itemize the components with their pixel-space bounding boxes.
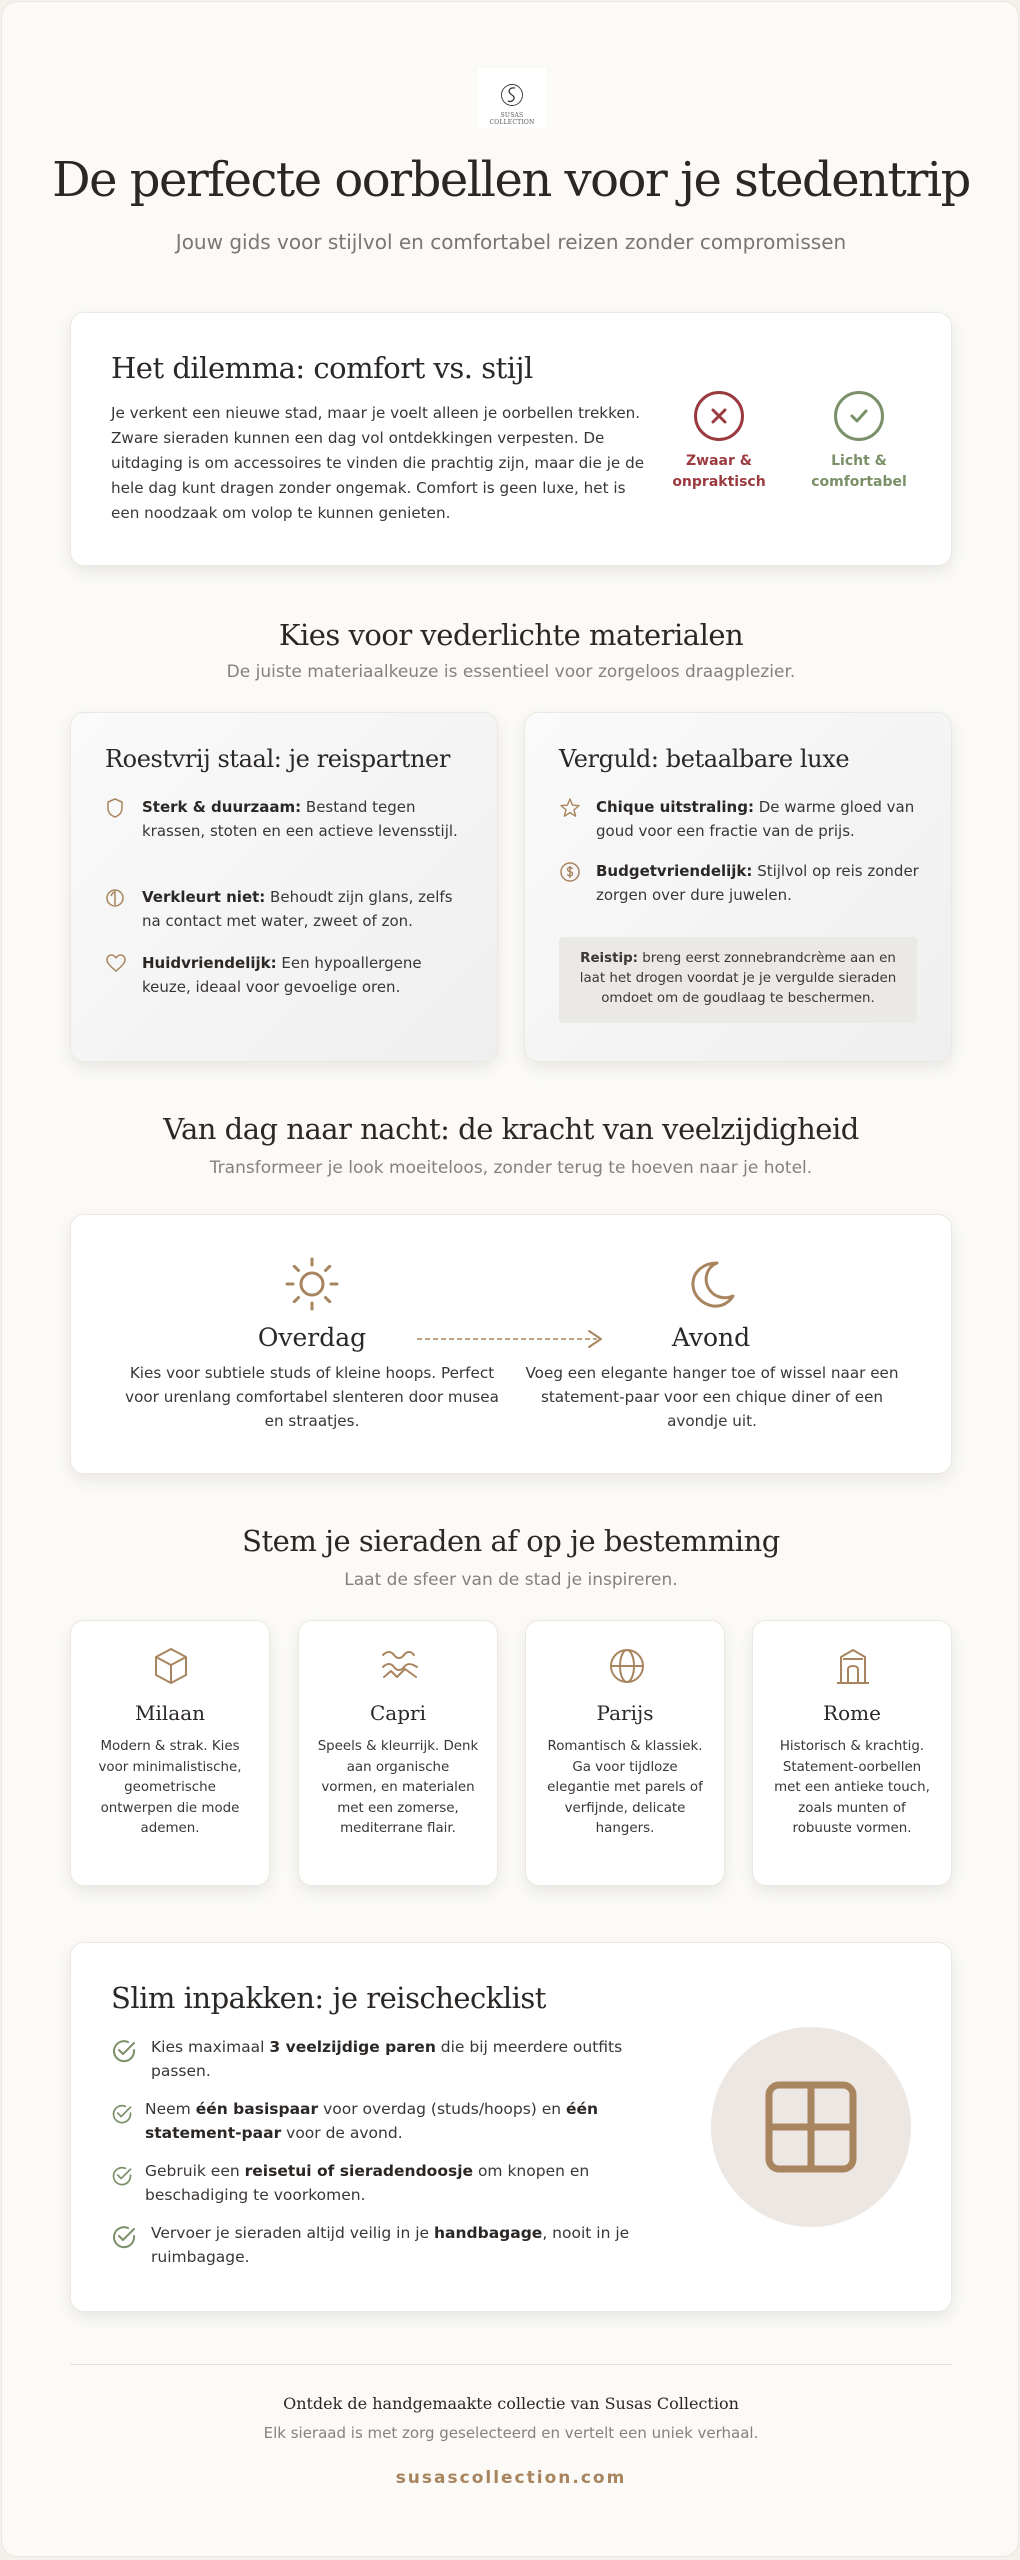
footer-divider [70, 2364, 952, 2365]
checklist-card [70, 1942, 952, 2312]
badge-light-line1: Licht & [831, 453, 887, 469]
page-title: De perfecte oorbellen voor je stedentrip [52, 152, 970, 208]
arrow-right-icon [417, 1327, 607, 1351]
badge-light-line2: comfortabel [811, 474, 907, 490]
city-name: Capri [370, 1701, 426, 1725]
city-desc: Historisch & krachtig. Statement-oorbellen met een antieke touch, zoals munten of robuuste vormen. [774, 1739, 930, 1836]
jewelry-box-grid-icon [765, 2081, 857, 2173]
gold-card [524, 712, 952, 1062]
checklist-item: Neem één basispaar voor overdag (studs/hoops) en één statement-paar voor de avond. [111, 2097, 631, 2145]
sun-icon [283, 1255, 341, 1313]
travel-tip-box: Reistip: breng eerst zonnebrandcrème aan en laat het drogen voordat je je vergulde sieraden omdoet om de goudlaag te beschermen. [559, 937, 917, 1023]
dollar-coin-icon [559, 861, 581, 883]
check-circle-icon [111, 2165, 133, 2187]
steel-feature-color: Verkleurt niet: Behoudt zijn glans, zelfs na contact met water, zweet of zon. [105, 885, 465, 933]
city-name: Rome [823, 1701, 881, 1725]
night-title: Avond [671, 1323, 751, 1352]
city-card-parijs [525, 1620, 725, 1886]
checklist-item: Kies maximaal 3 veelzijdige paren die bij meerdere outfits passen. [111, 2035, 631, 2083]
badge-heavy [659, 391, 779, 493]
brand-logo[interactable] [478, 68, 546, 128]
footer-website-link[interactable]: susascollection.com [395, 2468, 627, 2488]
script-s-logo-icon [500, 82, 524, 108]
versatility-subtitle: Transformeer je look moeiteloos, zonder terug te hoeven naar je hotel. [209, 1158, 813, 1178]
gold-title: Verguld: betaalbare luxe [559, 745, 850, 773]
badge-heavy-line1: Zwaar & [686, 453, 752, 469]
waves-icon [381, 1647, 419, 1683]
heart-icon [105, 953, 127, 973]
footer-tagline: Elk sieraad is met zorg geselecteerd en vertelt een uniek verhaal. [263, 2424, 759, 2442]
column-arch-icon [835, 1647, 871, 1685]
check-circle-icon [111, 2103, 133, 2125]
materials-subtitle: De juiste materiaalkeuze is essentieel voor zorgeloos draagplezier. [226, 662, 796, 682]
page-subtitle: Jouw gids voor stijlvol en comfortabel reizen zonder compromissen [175, 230, 847, 254]
steel-title: Roestvrij staal: je reispartner [105, 745, 450, 773]
jewelry-box-illustration [711, 2027, 911, 2227]
night-text: Voeg een elegante hanger toe of wissel naar een statement-paar voor een chique diner of een avondje uit. [525, 1364, 899, 1430]
badge-heavy-line2: onpraktisch [672, 474, 766, 490]
destinations-title: Stem je sieraden af op je bestemming [242, 1524, 780, 1558]
cube-icon [153, 1647, 189, 1685]
dilemma-card [70, 312, 952, 566]
droplet-icon [105, 887, 125, 909]
logo-text: SUSAS COLLECTION [489, 112, 535, 126]
city-desc: Speels & kleurrijk. Denk aan organische vormen, en materialen met een zomerse, mediterrane flair. [317, 1739, 479, 1836]
gold-feature-budget: Budgetvriendelijk: Stijlvol op reis zonder zorgen over dure juwelen. [559, 859, 919, 907]
city-desc: Modern & strak. Kies voor minimalistische, geometrische ontwerpen die mode ademen. [98, 1739, 242, 1836]
city-name: Milaan [135, 1701, 205, 1725]
gold-feature-chic: Chique uitstraling: De warme gloed van goud voor een fractie van de prijs. [559, 795, 919, 843]
steel-card [70, 712, 498, 1062]
steel-feature-skin: Huidvriendelijk: Een hypoallergene keuze, ideaal voor gevoelige oren. [105, 951, 465, 999]
globe-icon [608, 1647, 646, 1685]
checklist-title: Slim inpakken: je reischecklist [111, 1981, 546, 2015]
check-circle-icon [111, 2038, 137, 2064]
steel-feature-strong: Sterk & duurzaam: Bestand tegen krassen, stoten en een actieve levensstijl. [105, 795, 465, 843]
checklist-item: Gebruik een reisetui of sieradendoosje om knopen en beschadiging te voorkomen. [111, 2159, 631, 2207]
city-card-capri [298, 1620, 498, 1886]
checklist-item: Vervoer je sieraden altijd veilig in je handbagage, nooit in je ruimbagage. [111, 2221, 631, 2269]
materials-title: Kies voor vederlichte materialen [278, 618, 744, 652]
page [1, 1, 1019, 2557]
versatility-title: Van dag naar nacht: de kracht van veelzijdigheid [163, 1112, 859, 1146]
day-text: Kies voor subtiele studs of kleine hoops. Perfect voor urenlang comfortabel slenteren door musea en straatjes. [125, 1364, 499, 1430]
city-desc: Romantisch & klassiek. Ga voor tijdloze elegantie met parels of verfijnde, delicate hangers. [547, 1739, 703, 1836]
badge-light [799, 391, 919, 493]
dilemma-title: Het dilemma: comfort vs. stijl [111, 351, 533, 385]
city-card-milaan [70, 1620, 270, 1886]
shield-icon [105, 797, 125, 819]
day-title: Overdag [257, 1323, 367, 1352]
star-icon [559, 797, 581, 819]
dilemma-text: Je verkent een nieuwe stad, maar je voelt alleen je oorbellen trekken. Zware sieraden kunnen een dag vol ontdekkingen verpesten. De uitdaging is om accessoires te vinden die prachtig zijn, maar die je de hele dag kunt dragen zonder ongemak. Comfort is geen luxe, het is een noodzaak om volop te kunnen genieten. [111, 404, 645, 522]
city-name: Parijs [596, 1701, 654, 1725]
destinations-subtitle: Laat de sfeer van de stad je inspireren. [344, 1570, 678, 1590]
check-circle-icon [834, 391, 884, 441]
day-night-card [70, 1214, 952, 1474]
city-card-rome [752, 1620, 952, 1886]
x-circle-icon [694, 391, 744, 441]
footer-headline: Ontdek de handgemaakte collectie van Susas Collection [283, 2394, 739, 2413]
moon-icon [687, 1257, 739, 1309]
check-circle-icon [111, 2224, 137, 2250]
